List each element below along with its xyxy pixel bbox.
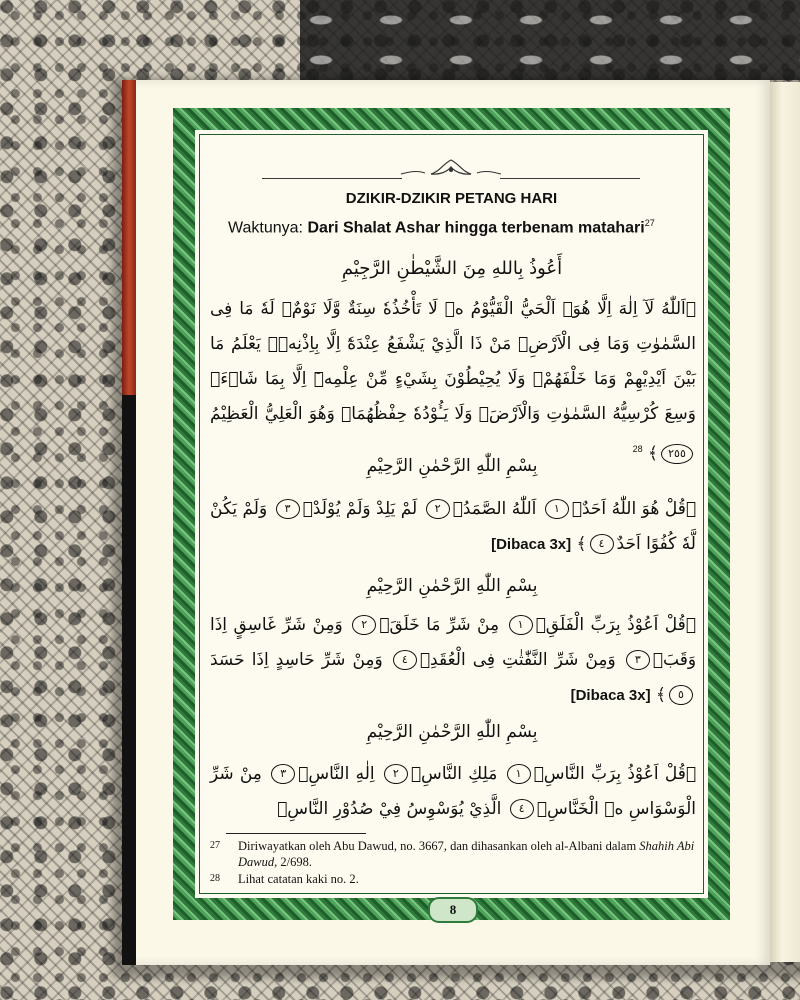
verse-number: ٣	[271, 764, 295, 784]
footnote-text: Lihat catatan kaki no. 2.	[238, 872, 359, 886]
verse-number: ٢	[426, 499, 450, 519]
footnotes	[210, 838, 698, 888]
basmalah: بِسْمِ اللّٰهِ الرَّحْمٰنِ الرَّحِيْمِ	[366, 576, 538, 596]
footnote-number: 28	[210, 873, 220, 884]
facing-page-edge	[770, 82, 800, 962]
ayat-kursi-text: ﴿اَللّٰهُ لَآ اِلٰهَ اِلَّا هُوَۚ اَلْحَيُّ الْقَيُّوْمُ ەۚ لَا تَأْخُذُهٗ سِنَةٌ وَّلَا نَوْمٌۗ لَهٗ مَا فِى السَّمٰوٰتِ وَمَا فِى الْاَرْضِۗ مَنْ ذَا الَّذِيْ يَشْفَعُ عِنْدَهٗٓ اِلَّا بِاِذْنِهٖۗ يَعْلَمُ مَا بَيْنَ اَيْدِيْهِمْ وَمَا خَلْفَهُمْۚ وَلَا يُحِيْطُوْنَ بِشَيْءٍ مِّنْ عِلْمِهٖٓ اِلَّا بِمَا شَاۤءَۚ وَسِعَ كُرْسِيُّهُ السَّمٰوٰتِ وَالْاَرْضَۚ وَلَا يَـُٔوْدُهٗ حِفْظُهُمَاۚ وَهُوَ الْعَلِيُّ الْعَظِيْمُ ٢٥٥﴾ $^{28}$	[210, 299, 696, 464]
verse-text: مَلِكِ النَّاسِۙ	[410, 764, 498, 784]
surah-nas	[210, 757, 696, 827]
ayat-kursi-verse: ﴿اَللّٰهُ لَآ اِلٰهَ اِلَّا هُوَۚ اَلْحَيُّ الْقَيُّوْمُ ەۚ لَا تَأْخُذُهٗ سِنَةٌ وَّلَا نَوْمٌۗ لَهٗ مَا فِى السَّمٰوٰتِ وَمَا فِى الْاَرْضِۗ مَنْ ذَا الَّذِيْ يَشْفَعُ عِنْدَهٗٓ اِلَّا بِاِذْنِهٖۗ يَعْلَمُ مَا بَيْنَ اَيْدِيْهِمْ وَمَا خَلْفَهُمْۚ وَلَا يُحِيْطُوْنَ بِشَيْءٍ مِّنْ عِلْمِهٖٓ اِلَّا بِمَا شَاۤءَۚ وَسِعَ كُرْسِيُّهُ السَّمٰوٰتِ وَالْاَرْضَۚ وَلَا يَـُٔوْدُهٗ حِفْظُهُمَاۚ وَهُوَ الْعَلِيُّ الْعَظِيْمُ	[210, 299, 696, 424]
verse-number: ٢٥٥	[661, 444, 693, 464]
verse-number: ١	[509, 615, 533, 635]
ornament-rule-left	[262, 178, 402, 179]
verse-number: ٤	[590, 534, 614, 554]
verse-number: ٣	[276, 499, 300, 519]
footnote-ref-28: 28	[632, 444, 643, 454]
surah-falaq: ﴿قُلْ اَعُوْذُ بِرَبِّ الْفَلَقِۙ١ مِنْ شَرِّ مَا خَلَقَۙ٢ وَمِنْ شَرِّ غَاسِقٍ اِذَا وَقَبَۙ٣ وَمِنْ شَرِّ النَّفّٰثٰتِ فِى الْعُقَدِۙ٤ وَمِنْ شَرِّ حَاسِدٍ اِذَا حَسَدَ٥﴾ [Dibaca 3x]	[210, 615, 697, 705]
verse-text: مِنْ شَرِّ مَا خَلَقَۙ	[379, 615, 500, 635]
basmalah: بِسْمِ اللّٰهِ الرَّحْمٰنِ الرَّحِيْمِ	[366, 722, 538, 742]
basmalah: بِسْمِ اللّٰهِ الرَّحْمٰنِ الرَّحِيْمِ	[366, 456, 538, 476]
time-instruction	[228, 218, 698, 237]
footnote-28	[210, 871, 698, 887]
verse-number: ٢	[384, 764, 408, 784]
surah-ikhlas: ﴿قُلْ هُوَ اللّٰهُ اَحَدٌۚ١ اَللّٰهُ الصَّمَدُۚ٢ لَمْ يَلِدْ وَلَمْ يُوْلَدْۙ٣ وَلَمْ يَكُنْ لَّهٗ كُفُوًا اَحَدٌ٤﴾ [Dibaca 3x]	[210, 499, 697, 554]
footnote-divider	[226, 833, 366, 834]
verse-text: ﴿قُلْ اَعُوْذُ بِرَبِّ الْفَلَقِۙ	[535, 615, 697, 635]
verse-number: ٢	[352, 615, 376, 635]
verse-number: ٤	[393, 650, 417, 670]
footnote-number: 27	[210, 840, 220, 851]
floral-ornament-icon	[395, 158, 507, 178]
verse-number: ٥	[669, 685, 693, 705]
verse-text: اِلٰهِ النَّاسِۙ	[298, 764, 375, 784]
taawudh-text: أَعُوذُ بِاللهِ مِنَ الشَّيْطٰنِ الرَّجِيْمِ	[341, 258, 563, 279]
footnote-source-title: Shahih Abi Dawud	[238, 839, 695, 869]
book-spine-dark	[122, 395, 136, 965]
page-title: DZIKIR-DZIKIR PETANG HARI	[345, 190, 558, 207]
verse-number: ١	[507, 764, 531, 784]
verse-number: ٤	[510, 799, 534, 819]
verse-text: وَلَمْ يَكُنْ لَّهٗ كُفُوًا اَحَدٌ	[210, 499, 696, 554]
verse-number: ١	[545, 499, 569, 519]
page-number: 8	[428, 897, 478, 923]
verse-text: اَللّٰهُ الصَّمَدُۚ	[452, 499, 537, 519]
ornament-rule-right	[500, 178, 640, 179]
verse-text: الَّذِيْ يُوَسْوِسُ فِيْ صُدُوْرِ النَّاسِۙ	[277, 799, 502, 819]
time-label: Waktunya:	[228, 219, 308, 237]
verse-text: وَمِنْ شَرِّ النَّفّٰثٰتِ فِى الْعُقَدِۙ	[419, 650, 616, 670]
verse-number: ٣	[626, 650, 650, 670]
verse-text: ﴿قُلْ هُوَ اللّٰهُ اَحَدٌۚ	[571, 499, 697, 519]
footnote-text: Diriwayatkan oleh Abu Dawud, no. 3667, dan dihasankan oleh al-Albani dalam	[238, 839, 640, 853]
verse-text: ﴿قُلْ اَعُوْذُ بِرَبِّ النَّاسِۙ	[533, 764, 697, 784]
verse-text: وَمِنْ شَرِّ حَاسِدٍ اِذَا حَسَدَ	[210, 650, 383, 670]
verse-text: لَمْ يَلِدْ وَلَمْ يُوْلَدْۙ	[302, 499, 418, 519]
footnote-27	[210, 838, 698, 870]
verse-text: مِنْ شَرِّ الْوَسْوَاسِ ەۙ الْخَنَّاسِۖ	[210, 764, 696, 819]
verse-text: وَمِنْ شَرِّ غَاسِقٍ اِذَا وَقَبَۙ	[210, 615, 697, 670]
repeat-instruction: [Dibaca 3x]	[491, 536, 572, 553]
footnote-ref-27: 27	[644, 218, 655, 228]
time-value: Dari Shalat Ashar hingga terbenam matahari	[307, 219, 645, 237]
footnote-tail: , 2/698.	[274, 855, 312, 869]
tablecloth-dark-pattern	[300, 0, 800, 80]
repeat-instruction: [Dibaca 3x]	[570, 687, 651, 704]
